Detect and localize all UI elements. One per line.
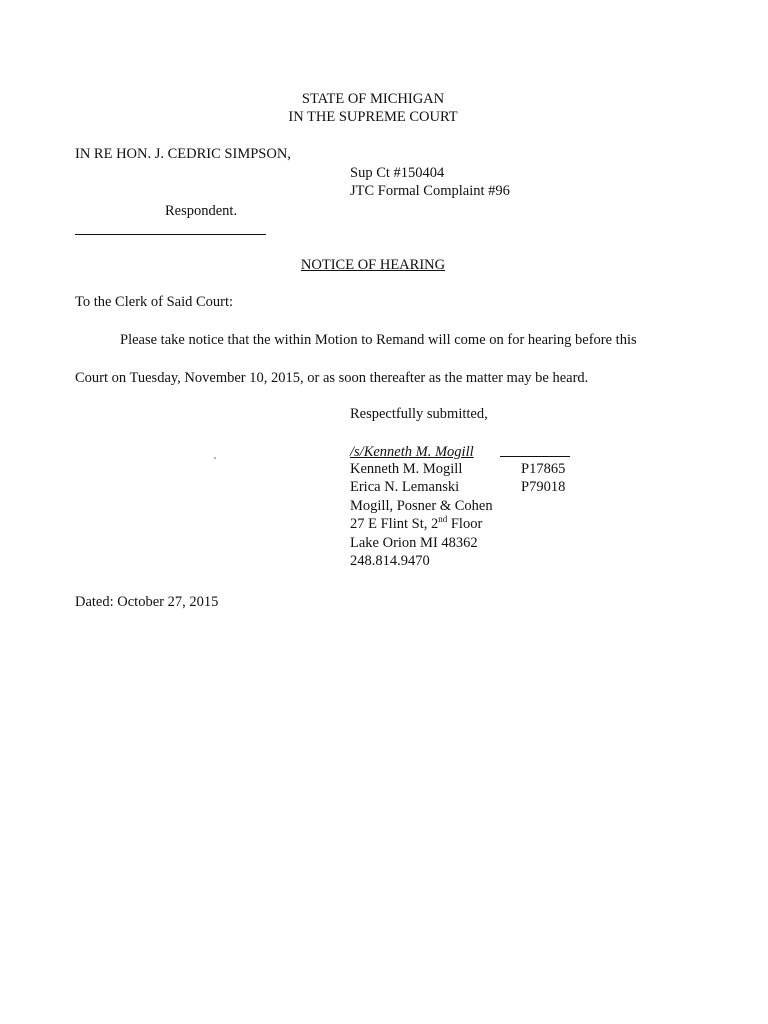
caption-divider [75,234,266,235]
phone-number: 248.814.9470 [350,553,430,569]
dated-line: Dated: October 27, 2015 [75,594,219,610]
closing: Respectfully submitted, [350,406,488,422]
complaint-number: JTC Formal Complaint #96 [350,183,510,199]
signature-line [500,456,570,457]
street-address [350,515,482,533]
city-line: Lake Orion MI 48362 [350,535,478,551]
state-heading: STATE OF MICHIGAN [301,91,445,107]
attorney-bar-1: P17865 [521,461,566,477]
notice-title: NOTICE OF HEARING [300,257,446,273]
scan-speck [214,457,216,459]
notice-body-line-2: Court on Tuesday, November 10, 2015, or as soon thereafter as the matter may be heard. [75,370,589,386]
in-re-line: IN RE HON. J. CEDRIC SIMPSON, [75,146,291,162]
attorney-bar-2: P79018 [521,479,566,495]
attorney-name-1: Kenneth M. Mogill [350,461,463,477]
respondent-label: Respondent. [165,203,238,219]
street-address-number: 27 E Flint St, 2 [350,516,439,532]
street-address-suffix: nd [438,514,448,525]
case-number: Sup Ct #150404 [350,165,445,181]
salutation: To the Clerk of Said Court: [75,294,234,310]
court-heading: IN THE SUPREME COURT [288,109,458,125]
firm-name: Mogill, Posner & Cohen [350,498,493,514]
notice-body-line-1: Please take notice that the within Motion to Remand will come on for hearing before this [120,332,637,348]
electronic-signature: /s/Kenneth M. Mogill [350,444,474,460]
street-address-floor: Floor [447,516,483,532]
attorney-name-2: Erica N. Lemanski [350,479,460,495]
